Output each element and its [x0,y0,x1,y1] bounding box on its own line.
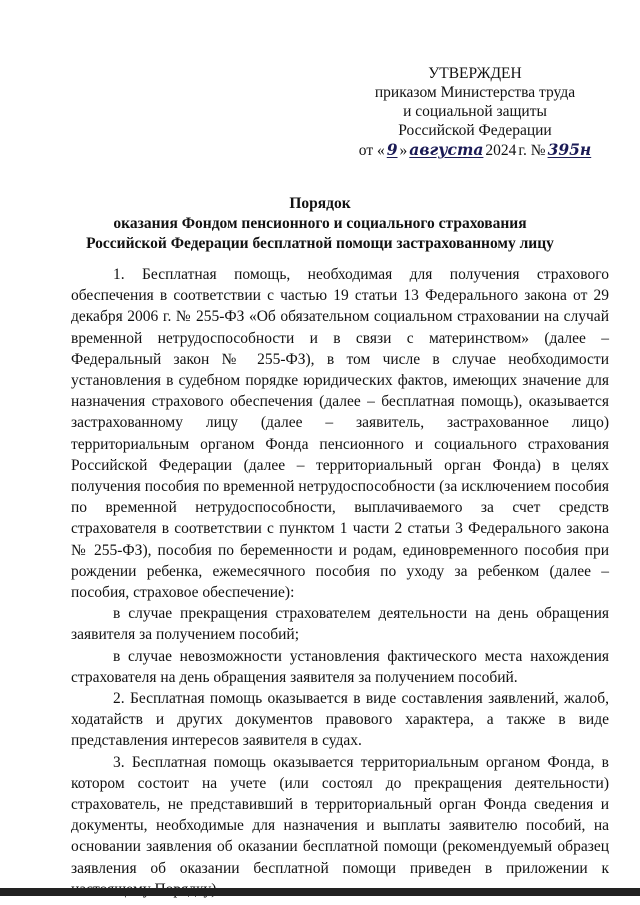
handwritten-number: 395н [547,140,592,159]
scan-edge-bar [0,888,640,896]
year: 2024 [485,142,517,159]
document-title [40,194,600,254]
approval-line-2: и социальной защиты [403,103,547,120]
approved-heading: УТВЕРЖДЕН [428,65,522,82]
approval-date-line [360,140,590,160]
paragraph: в случае прекращения страхователем деятельности на день обращения заявителя за получением пособий; [71,605,609,644]
title-line-3: Российской Федерации бесплатной помощи застрахованному лицу [86,235,554,252]
paragraph: 2. Бесплатная помощь оказывается в виде составления заявлений, жалоб, ходатайств и других документов правового характера, а также в виде представления интересов заявителя в судах. [71,690,609,750]
handwritten-day: 9 [386,140,398,159]
year-suffix: г. № [518,142,546,159]
title-line-2: оказания Фондом пенсионного и социального страхования [113,215,527,232]
quote-close: » [399,142,408,159]
paragraph: в случае невозможности установления фактического места нахождения страхователя на день обращения заявителя за получением пособий. [71,647,609,686]
approval-stamp [360,64,590,160]
title-line-1: Порядок [289,195,351,212]
approval-line-1: приказом Министерства труда [374,84,576,101]
approval-line-3: Российской Федерации [398,122,552,139]
document-body [71,264,609,900]
paragraph: 1. Бесплатная помощь, необходимая для получения страхового обеспечения в соответствии с частью 19 статьи 13 Федерального закона от 29 декабря 2006 г. № 255-ФЗ «Об обязательном социальном страховании на случай временной нетрудоспособности и в связи с материнством» (далее – Федеральный закон № 255-ФЗ), в том числе в случае необходимости установления в судебном порядке юридических фактов, имеющих значение для назначения страхового обеспечения (далее – бесплатная помощь), оказывается застрахованному лицу (далее – заявитель, застрахованное лицо) территориальным органом Фонда пенсионного и социального страхования Российской Федерации (далее – территориальный орган Фонда) в целях получения пособия по временной нетрудоспособности (за исключением пособия по временной нетрудоспособности, выплачиваемого за счет средств страхователя в соответствии с пунктом 1 части 2 статьи 3 Федерального закона № 255-ФЗ), пособия по беременности и родам, единовременного пособия при рождении ребенка, ежемесячного пособия по уходу за ребенком (далее – пособия, страховое обеспечение): [71,266,609,602]
handwritten-month: августа [409,140,484,159]
date-prefix: от « [358,142,385,159]
paragraph: 3. Бесплатная помощь оказывается территориальным органом Фонда, в котором состоит на учете (или состоял до прекращения деятельности) страхователь, не представивший в территориальный орган Фонда сведения и документы, необходимые для назначения и выплаты заявителю пособий, на основании заявления об оказании бесплатной помощи (рекомендуемый образец заявления об оказании бесплатной помощи приведен в приложении к [71,753,609,877]
